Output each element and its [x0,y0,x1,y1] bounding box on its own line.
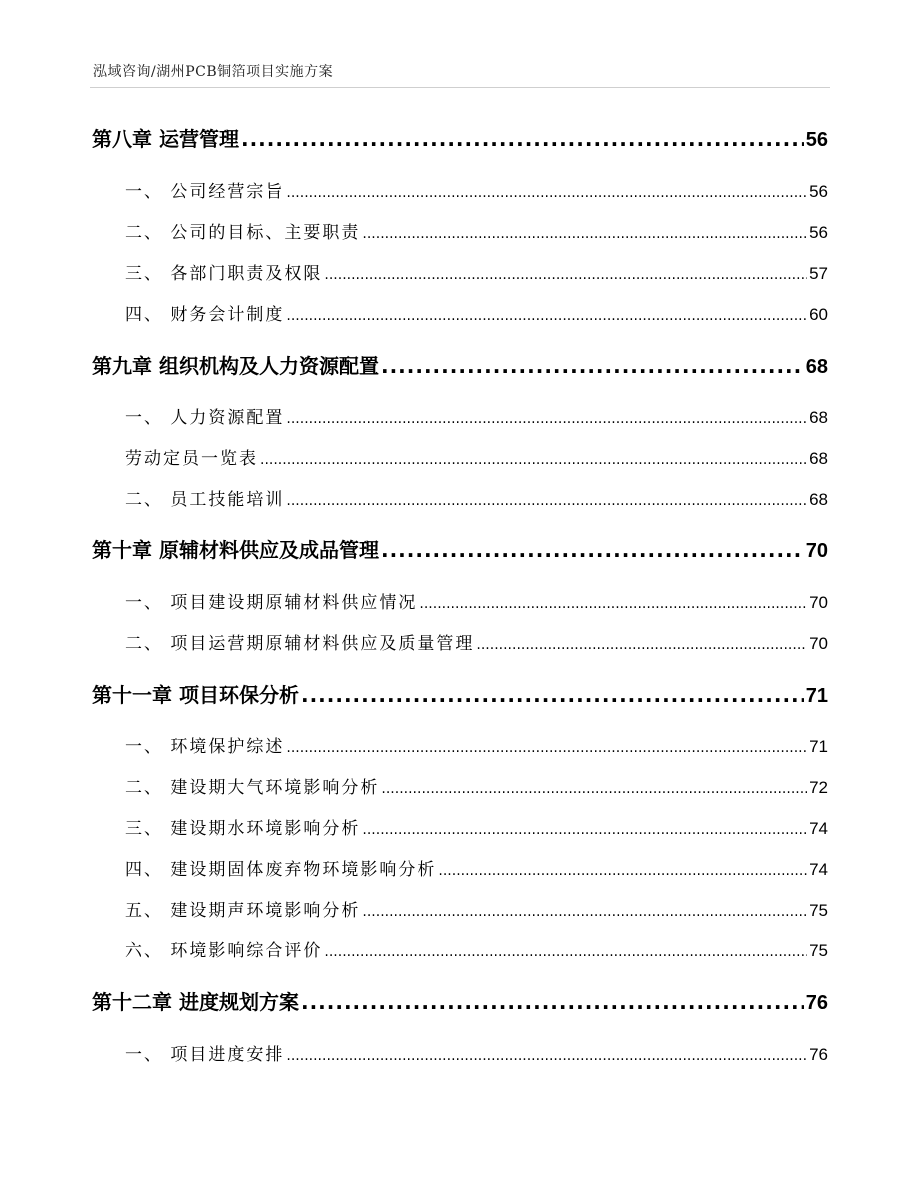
dot-leader [324,267,807,283]
toc-page-number: 56 [809,182,828,201]
dot-leader [419,596,807,612]
toc-page-number: 70 [809,634,828,653]
toc-entry-title: 一、 环境保护综述 [125,737,285,757]
dot-leader [286,740,807,756]
dot-leader [362,226,807,242]
dot-leader [362,904,807,920]
toc-entry-title: 二、 建设期大气环境影响分析 [125,778,380,798]
toc-chapter[interactable] [0,986,920,1015]
dot-leader [324,944,807,960]
toc-section[interactable] [0,855,920,880]
toc-page-number: 71 [809,737,828,756]
dot-leader [381,781,807,797]
dot-leader [438,863,807,879]
toc-page-number: 56 [809,223,828,242]
toc-section[interactable] [0,403,920,428]
toc-entry-title: 一、 公司经营宗旨 [125,182,285,202]
dot-leader [286,1048,807,1064]
dot-leader [241,127,804,151]
toc-section[interactable] [0,814,920,839]
dot-leader [381,538,804,562]
toc-entry-title: 二、 公司的目标、主要职责 [125,223,361,243]
toc-section[interactable] [0,629,920,654]
toc-section[interactable] [0,259,920,284]
toc-page-number: 76 [809,1045,828,1064]
toc-page-number: 70 [805,540,828,562]
toc-page-number: 70 [809,593,828,612]
dot-leader [286,493,807,509]
toc-chapter[interactable] [0,123,920,152]
toc-entry-title: 三、 各部门职责及权限 [125,264,323,284]
toc-section[interactable] [0,773,920,798]
toc-entry-title: 第九章 组织机构及人力资源配置 [92,354,379,378]
toc-section[interactable] [0,936,920,961]
toc-chapter[interactable] [0,350,920,379]
toc-entry-title: 劳动定员一览表 [125,449,258,469]
toc-section[interactable] [0,588,920,613]
toc-chapter[interactable] [0,534,920,563]
toc-section[interactable] [0,1040,920,1065]
toc-page-number: 68 [809,490,828,509]
dot-leader [286,308,807,324]
toc-entry-title: 一、 人力资源配置 [125,408,285,428]
dot-leader [301,990,804,1014]
toc-entry-title: 二、 员工技能培训 [125,490,285,510]
toc-section[interactable] [0,300,920,325]
toc-entry-title: 三、 建设期水环境影响分析 [125,819,361,839]
toc-entry-title: 一、 项目建设期原辅材料供应情况 [125,593,418,613]
toc-page-number: 72 [809,778,828,797]
toc-page-number: 68 [809,449,828,468]
toc-entry-title: 六、 环境影响综合评价 [125,941,323,961]
dot-leader [286,411,807,427]
toc-page-number: 76 [805,992,828,1014]
toc-entry-title: 二、 项目运营期原辅材料供应及质量管理 [125,634,475,654]
toc-entry-title: 第八章 运营管理 [92,127,239,151]
toc-page-number: 60 [809,305,828,324]
toc-page-number: 57 [809,264,828,283]
toc-entry-title: 一、 项目进度安排 [125,1045,285,1065]
toc-section[interactable] [0,732,920,757]
dot-leader [476,637,807,653]
dot-leader [362,822,807,838]
toc-page-number: 56 [805,129,828,151]
page-header: 泓域咨询/湖州PCB铜箔项目实施方案 [93,64,334,80]
toc-section[interactable] [0,177,920,202]
toc-page-number: 74 [809,860,828,879]
toc-section[interactable] [0,444,920,469]
toc-entry-title: 第十一章 项目环保分析 [92,683,299,707]
header-divider [90,87,830,88]
toc-page-number: 68 [809,408,828,427]
toc-page-number: 74 [809,819,828,838]
dot-leader [286,185,807,201]
toc-section[interactable] [0,218,920,243]
toc-entry-title: 四、 建设期固体废弃物环境影响分析 [125,860,437,880]
dot-leader [381,354,804,378]
toc-entry-title: 第十章 原辅材料供应及成品管理 [92,538,379,562]
toc-entry-title: 五、 建设期声环境影响分析 [125,901,361,921]
toc-entry-title: 第十二章 进度规划方案 [92,990,299,1014]
toc-page-number: 68 [805,356,828,378]
toc-page-number: 75 [809,901,828,920]
toc-page-number: 71 [805,685,828,707]
dot-leader [301,683,804,707]
toc-chapter[interactable] [0,679,920,708]
toc-entry-title: 四、 财务会计制度 [125,305,285,325]
toc-page-number: 75 [809,941,828,960]
toc-section[interactable] [0,896,920,921]
toc-section[interactable] [0,485,920,510]
dot-leader [260,452,807,468]
